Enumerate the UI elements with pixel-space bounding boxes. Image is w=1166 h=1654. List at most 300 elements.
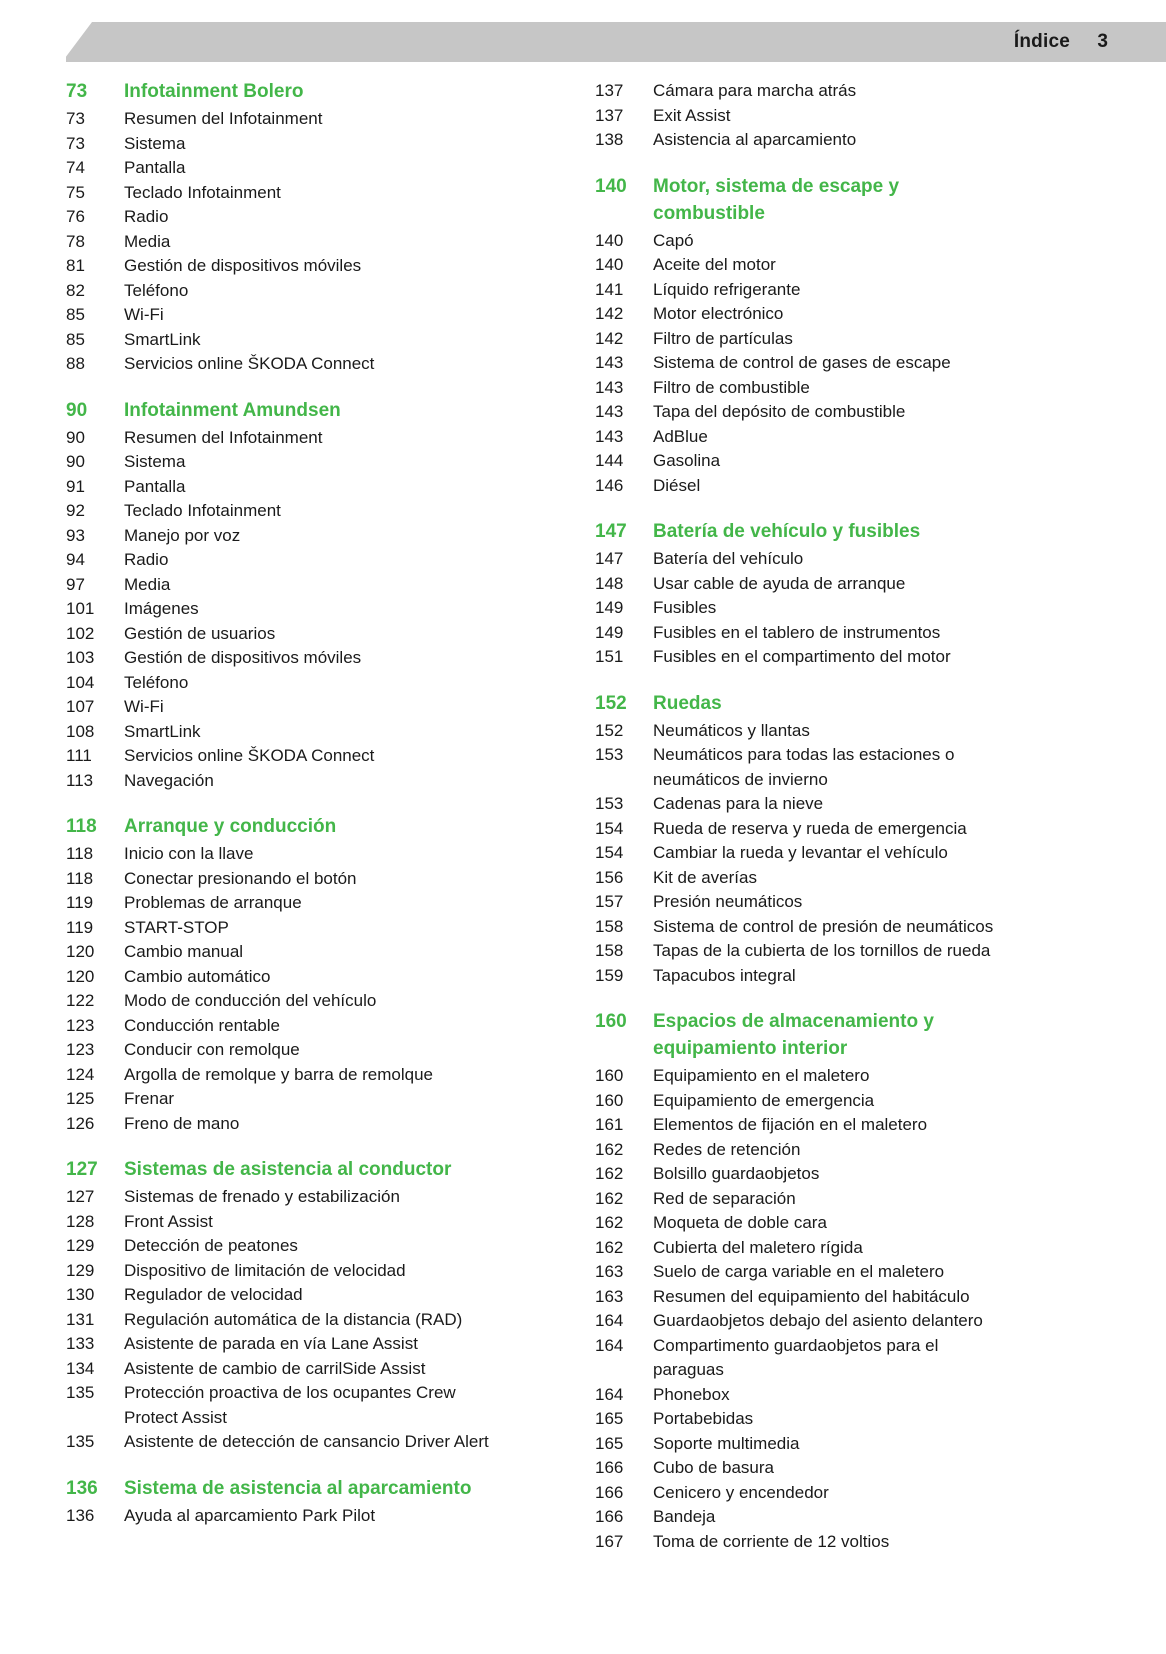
toc-entry-label: Ayuda al aparcamiento Park Pilot — [124, 1505, 376, 1525]
toc-entry-label: Servicios online ŠKODA Connect — [124, 354, 375, 373]
toc-entry[interactable] — [66, 597, 505, 622]
toc-entry-label: Radio — [124, 550, 169, 569]
toc-entry[interactable] — [66, 181, 505, 206]
toc-entry-page: 113 — [66, 770, 94, 790]
toc-entry[interactable] — [595, 645, 1010, 670]
toc-entry-label: Presión neumáticos — [653, 892, 803, 911]
toc-entry-label: Teclado Infotainment — [124, 501, 281, 520]
toc-entry-label: Sistema de control de gases de escape — [653, 353, 951, 372]
toc-section-heading[interactable] — [595, 690, 1010, 717]
toc-entry[interactable] — [66, 695, 505, 720]
toc-entry[interactable] — [66, 475, 505, 500]
toc-entry-page: 90 — [66, 452, 85, 471]
toc-entry-page: 73 — [66, 109, 85, 128]
toc-section-heading[interactable] — [595, 1008, 1010, 1062]
toc-entry-page: 127 — [66, 1187, 95, 1206]
toc-entry-label: Batería del vehículo — [653, 549, 804, 568]
toc-entry-page: 85 — [66, 305, 85, 324]
toc-entry-label: Asistencia al aparcamiento — [653, 130, 857, 149]
toc-entry-page: 142 — [595, 328, 624, 348]
toc-entry-page: 158 — [595, 941, 624, 960]
toc-section-page: 152 — [595, 692, 627, 714]
toc-entry-label: Filtro de combustible — [653, 377, 810, 397]
toc-entry[interactable] — [66, 1504, 505, 1529]
toc-entry-page: 119 — [66, 917, 94, 937]
toc-entry[interactable] — [66, 205, 505, 230]
toc-entry[interactable] — [595, 1505, 1010, 1530]
toc-entry[interactable] — [66, 303, 505, 328]
toc-entry-label: Phonebox — [653, 1384, 730, 1404]
toc-entry-list — [66, 107, 505, 377]
toc-entry-page: 97 — [66, 574, 85, 594]
toc-entry-page: 90 — [66, 427, 85, 447]
toc-entry[interactable] — [66, 1308, 505, 1333]
toc-entry-page: 81 — [66, 256, 85, 275]
toc-entry-page: 163 — [595, 1262, 624, 1281]
toc-entry-page: 91 — [66, 476, 85, 496]
toc-entry[interactable] — [66, 1087, 505, 1112]
toc-entry[interactable] — [66, 548, 505, 573]
toc-entry[interactable] — [595, 1432, 1010, 1457]
toc-entry[interactable] — [595, 841, 1010, 866]
toc-entry[interactable] — [595, 866, 1010, 891]
toc-entry[interactable] — [595, 400, 1010, 425]
toc-entry-page: 140 — [595, 230, 624, 250]
toc-section-title: Ruedas — [653, 692, 722, 714]
toc-entry-page: 82 — [66, 280, 85, 300]
toc-entry-label: Diésel — [653, 475, 701, 495]
toc-entry-label: Conducción rentable — [124, 1015, 280, 1035]
toc-entry[interactable] — [595, 596, 1010, 621]
toc-section — [595, 518, 1010, 670]
toc-entry[interactable] — [595, 1383, 1010, 1408]
toc-entry[interactable] — [66, 671, 505, 696]
toc-section — [66, 1156, 505, 1455]
toc-entry[interactable] — [66, 622, 505, 647]
toc-entry-page: 130 — [66, 1285, 95, 1304]
toc-entry[interactable] — [595, 1162, 1010, 1187]
toc-entry-label: START-STOP — [124, 917, 229, 937]
toc-entry-page: 141 — [595, 279, 624, 299]
toc-entry-label: Wi-Fi — [124, 697, 164, 716]
toc-entry[interactable] — [595, 104, 1010, 129]
toc-entry-page: 152 — [595, 720, 624, 740]
toc-entry-label: SmartLink — [124, 721, 201, 741]
toc-entry-label: Exit Assist — [653, 105, 731, 125]
toc-entry[interactable] — [595, 792, 1010, 817]
toc-entry-page: 146 — [595, 475, 624, 495]
page-title: Índice — [1013, 31, 1070, 52]
toc-entry-list — [595, 547, 1010, 670]
toc-entry[interactable] — [66, 1038, 505, 1063]
toc-entry-label: Neumáticos y llantas — [653, 720, 810, 740]
toc-entry[interactable] — [66, 328, 505, 353]
toc-entry-page: 128 — [66, 1211, 95, 1231]
toc-entry[interactable] — [595, 128, 1010, 153]
toc-entry[interactable] — [595, 1236, 1010, 1261]
toc-entry-page: 159 — [595, 965, 624, 985]
toc-entry[interactable] — [66, 1259, 505, 1284]
toc-entry-page: 134 — [66, 1358, 95, 1378]
toc-entry[interactable] — [66, 867, 505, 892]
toc-entry-page: 129 — [66, 1236, 95, 1255]
toc-entry[interactable] — [66, 1381, 505, 1430]
toc-entry[interactable] — [595, 474, 1010, 499]
toc-entry-label: Equipamiento de emergencia — [653, 1090, 875, 1110]
toc-entry-label: Navegación — [124, 770, 214, 790]
toc-entry-label: Freno de mano — [124, 1113, 240, 1133]
toc-entry-list — [66, 426, 505, 794]
toc-section — [66, 1475, 505, 1529]
toc-entry-label: Soporte multimedia — [653, 1433, 800, 1453]
toc-section-page: 160 — [595, 1011, 627, 1032]
toc-entry-page: 124 — [66, 1064, 95, 1084]
toc-entry[interactable] — [595, 719, 1010, 744]
toc-entry[interactable] — [66, 499, 505, 524]
toc-entry[interactable] — [66, 1332, 505, 1357]
toc-entry-page: 104 — [66, 672, 95, 692]
toc-entry[interactable] — [66, 156, 505, 181]
toc-entry-page: 158 — [595, 916, 624, 936]
toc-entry[interactable] — [595, 1138, 1010, 1163]
page-header — [0, 22, 1166, 62]
toc-entry-page: 153 — [595, 745, 624, 764]
toc-entry-label: Tapa del depósito de combustible — [653, 402, 906, 421]
toc-entry-page: 157 — [595, 892, 624, 911]
toc-entry-label: Protección proactiva de los ocupantes Crew Protect Assist — [124, 1383, 456, 1427]
toc-section — [595, 79, 1010, 153]
toc-entry-page: 143 — [595, 402, 624, 421]
toc-entry[interactable] — [595, 890, 1010, 915]
toc-entry[interactable] — [66, 524, 505, 549]
toc-entry-label: Moqueta de doble cara — [653, 1213, 827, 1232]
toc-section-heading[interactable] — [66, 78, 505, 105]
header-band — [66, 22, 1166, 62]
toc-section — [66, 397, 505, 794]
toc-entry[interactable] — [66, 769, 505, 794]
toc-entry[interactable] — [595, 1334, 1010, 1383]
toc-entry-label: Red de separación — [653, 1188, 796, 1208]
toc-entry-page: 118 — [66, 868, 94, 888]
toc-entry[interactable] — [595, 253, 1010, 278]
toc-entry-page: 119 — [66, 893, 94, 912]
toc-entry-label: Pantalla — [124, 476, 186, 496]
toc-entry-page: 138 — [595, 130, 624, 149]
toc-section-heading[interactable] — [595, 518, 1010, 545]
toc-entry-page: 162 — [595, 1139, 624, 1159]
toc-entry[interactable] — [595, 1309, 1010, 1334]
toc-section — [66, 813, 505, 1136]
toc-entry-label: Problemas de arranque — [124, 893, 302, 912]
toc-entry-label: Radio — [124, 207, 169, 226]
toc-entry[interactable] — [66, 573, 505, 598]
toc-entry-label: Teléfono — [124, 672, 189, 692]
toc-entry-label: Resumen del Infotainment — [124, 427, 323, 447]
toc-entry[interactable] — [66, 965, 505, 990]
toc-entry-page: 143 — [595, 426, 624, 446]
toc-entry[interactable] — [595, 1456, 1010, 1481]
toc-entry[interactable] — [66, 1063, 505, 1088]
toc-section-heading[interactable] — [66, 397, 505, 424]
toc-entry-label: Media — [124, 574, 171, 594]
toc-entry-label: Regulación automática de la distancia (RAD) — [124, 1309, 463, 1329]
toc-entry[interactable] — [66, 254, 505, 279]
toc-entry-page: 103 — [66, 648, 95, 667]
toc-entry-label: Capó — [653, 230, 694, 250]
toc-entry-label: Resumen del Infotainment — [124, 109, 323, 128]
toc-entry-label: Rueda de reserva y rueda de emergencia — [653, 818, 967, 838]
toc-entry[interactable] — [66, 1430, 505, 1455]
toc-entry-label: Wi-Fi — [124, 305, 164, 324]
toc-section-page: 73 — [66, 81, 88, 102]
toc-entry-label: Cambiar la rueda y levantar el vehículo — [653, 843, 948, 862]
toc-entry-page: 166 — [595, 1482, 624, 1502]
toc-section-heading[interactable] — [66, 813, 505, 840]
toc-entry-page: 136 — [66, 1505, 95, 1525]
toc-entry-page: 111 — [66, 746, 92, 765]
toc-entry-list — [66, 1185, 505, 1455]
toc-entry-page: 101 — [66, 599, 95, 618]
toc-entry-label: Portabebidas — [653, 1409, 754, 1428]
toc-entry[interactable] — [66, 1283, 505, 1308]
toc-entry-label: Teclado Infotainment — [124, 182, 281, 202]
toc-entry-label: Asistente de cambio de carrilSide Assist — [124, 1358, 426, 1378]
toc-entry-label: Front Assist — [124, 1211, 213, 1231]
toc-entry[interactable] — [595, 743, 1010, 792]
toc-entry-page: 125 — [66, 1089, 95, 1108]
toc-entry[interactable] — [66, 1112, 505, 1137]
toc-entry[interactable] — [595, 547, 1010, 572]
toc-entry-page: 164 — [595, 1335, 624, 1355]
toc-entry[interactable] — [66, 1014, 505, 1039]
toc-entry[interactable] — [66, 916, 505, 941]
toc-entry[interactable] — [66, 426, 505, 451]
toc-entry-label: Media — [124, 231, 171, 251]
toc-entry-label: Cambio automático — [124, 966, 271, 986]
toc-section — [595, 690, 1010, 989]
toc-entry-label: Frenar — [124, 1089, 175, 1108]
toc-entry[interactable] — [66, 1210, 505, 1235]
toc-entry-label: Fusibles en el compartimento del motor — [653, 647, 951, 666]
toc-entry-page: 92 — [66, 501, 85, 520]
toc-entry-label: Kit de averías — [653, 867, 757, 887]
toc-entry[interactable] — [595, 1187, 1010, 1212]
toc-entry-label: Gasolina — [653, 451, 721, 470]
toc-entry[interactable] — [595, 817, 1010, 842]
toc-entry-page: 76 — [66, 207, 85, 226]
toc-entry-page: 137 — [595, 105, 624, 125]
toc-section-title: Espacios de almacenamiento y equipamiento interior — [653, 1011, 934, 1059]
toc-entry-label: Compartimento guardaobjetos para el paraguas — [653, 1335, 939, 1379]
toc-entry-label: Pantalla — [124, 158, 186, 177]
toc-entry[interactable] — [595, 425, 1010, 450]
toc-entry-page: 167 — [595, 1531, 624, 1551]
toc-entry-label: Cadenas para la nieve — [653, 794, 824, 813]
toc-section-page: 127 — [66, 1159, 98, 1180]
toc-entry[interactable] — [595, 229, 1010, 254]
toc-section-page: 118 — [66, 816, 97, 837]
toc-entry[interactable] — [595, 621, 1010, 646]
toc-entry[interactable] — [595, 1407, 1010, 1432]
toc-entry-page: 162 — [595, 1164, 624, 1183]
toc-entry-page: 166 — [595, 1458, 624, 1477]
toc-entry[interactable] — [595, 1089, 1010, 1114]
toc-entry-label: Gestión de dispositivos móviles — [124, 256, 362, 275]
toc-entry[interactable] — [66, 450, 505, 475]
page-number: 3 — [1097, 31, 1108, 52]
toc-section-heading[interactable] — [66, 1475, 505, 1502]
toc-entry-label: Motor electrónico — [653, 304, 784, 323]
toc-entry-page: 120 — [66, 942, 95, 961]
toc-entry[interactable] — [66, 720, 505, 745]
toc-entry[interactable] — [66, 279, 505, 304]
toc-columns — [0, 78, 1166, 1554]
toc-entry-page: 135 — [66, 1432, 95, 1451]
toc-entry[interactable] — [66, 940, 505, 965]
toc-entry[interactable] — [66, 1185, 505, 1210]
toc-entry-label: Servicios online ŠKODA Connect — [124, 746, 375, 765]
toc-entry-label: Usar cable de ayuda de arranque — [653, 573, 906, 593]
toc-entry-page: 156 — [595, 867, 624, 887]
toc-entry-page: 129 — [66, 1260, 95, 1280]
toc-entry[interactable] — [66, 352, 505, 377]
toc-entry[interactable] — [66, 842, 505, 867]
toc-entry[interactable] — [595, 1260, 1010, 1285]
toc-entry-page: 75 — [66, 182, 85, 202]
toc-entry-label: Elementos de fijación en el maletero — [653, 1115, 928, 1134]
toc-entry-label: Gestión de dispositivos móviles — [124, 648, 362, 667]
toc-entry-page: 149 — [595, 622, 624, 642]
toc-entry[interactable] — [595, 449, 1010, 474]
toc-entry-label: AdBlue — [653, 426, 708, 446]
toc-entry-page: 102 — [66, 623, 95, 643]
toc-entry-page: 94 — [66, 550, 85, 569]
toc-entry-label: Imágenes — [124, 599, 199, 618]
toc-entry-page: 154 — [595, 818, 624, 838]
toc-entry[interactable] — [595, 1064, 1010, 1089]
toc-entry[interactable] — [66, 744, 505, 769]
toc-entry-page: 160 — [595, 1090, 624, 1110]
toc-entry-page: 143 — [595, 353, 624, 372]
toc-entry-label: Cubierta del maletero rígida — [653, 1237, 863, 1257]
toc-entry-label: Sistemas de frenado y estabilización — [124, 1187, 400, 1206]
toc-entry[interactable] — [595, 278, 1010, 303]
toc-section-title: Batería de vehículo y fusibles — [653, 521, 921, 542]
toc-entry-page: 107 — [66, 697, 95, 716]
toc-entry-label: Suelo de carga variable en el maletero — [653, 1262, 945, 1281]
toc-entry-label: Sistema — [124, 133, 186, 153]
toc-entry[interactable] — [66, 1234, 505, 1259]
toc-entry-label: Cubo de basura — [653, 1458, 774, 1477]
toc-entry[interactable] — [595, 351, 1010, 376]
toc-entry-label: Líquido refrigerante — [653, 279, 801, 299]
toc-entry[interactable] — [66, 646, 505, 671]
toc-entry[interactable] — [595, 572, 1010, 597]
toc-entry-list — [595, 229, 1010, 499]
toc-entry-label: Dispositivo de limitación de velocidad — [124, 1260, 406, 1280]
toc-entry-label: Filtro de partículas — [653, 328, 793, 348]
toc-entry-page: 74 — [66, 158, 85, 177]
toc-section-heading[interactable] — [595, 173, 1010, 227]
toc-entry-label: Cambio manual — [124, 942, 244, 961]
toc-entry[interactable] — [595, 1530, 1010, 1555]
toc-entry[interactable] — [66, 989, 505, 1014]
toc-entry-page: 108 — [66, 721, 95, 741]
toc-entry-label: Fusibles en el tablero de instrumentos — [653, 622, 941, 642]
toc-entry-label: Bandeja — [653, 1507, 716, 1526]
toc-entry-label: Sistema de control de presión de neumáticos — [653, 916, 994, 936]
toc-section — [595, 173, 1010, 499]
toc-entry[interactable] — [595, 302, 1010, 327]
toc-column-left — [0, 78, 505, 1554]
toc-entry-label: Aceite del motor — [653, 255, 776, 274]
toc-entry[interactable] — [595, 327, 1010, 352]
toc-entry[interactable] — [595, 1481, 1010, 1506]
toc-entry[interactable] — [595, 964, 1010, 989]
toc-entry-label: Equipamiento en el maletero — [653, 1066, 870, 1085]
toc-entry-page: 165 — [595, 1433, 624, 1453]
toc-entry-page: 153 — [595, 794, 624, 813]
toc-entry[interactable] — [66, 132, 505, 157]
toc-entry-page: 162 — [595, 1188, 624, 1208]
toc-section-title: Motor, sistema de escape y combustible — [653, 175, 900, 224]
toc-entry[interactable] — [66, 107, 505, 132]
toc-entry[interactable] — [595, 1113, 1010, 1138]
toc-entry-list — [66, 1504, 505, 1529]
toc-entry-page: 78 — [66, 231, 85, 251]
toc-entry-page: 123 — [66, 1040, 95, 1059]
toc-entry-label: Sistema — [124, 452, 186, 471]
toc-entry-label: Toma de corriente de 12 voltios — [653, 1531, 890, 1551]
toc-entry-label: Detección de peatones — [124, 1236, 298, 1255]
toc-entry[interactable] — [66, 230, 505, 255]
toc-entry-label: Modo de conducción del vehículo — [124, 991, 377, 1010]
toc-entry-page: 135 — [66, 1383, 95, 1402]
toc-entry[interactable] — [595, 79, 1010, 104]
toc-entry-page: 123 — [66, 1015, 95, 1035]
toc-entry[interactable] — [595, 939, 1010, 964]
toc-entry-label: Argolla de remolque y barra de remolque — [124, 1064, 434, 1084]
toc-section — [66, 78, 505, 377]
toc-entry-label: Cámara para marcha atrás — [653, 81, 857, 100]
toc-entry[interactable] — [66, 1357, 505, 1382]
toc-section-page: 90 — [66, 399, 88, 421]
toc-section-heading[interactable] — [66, 1156, 505, 1183]
toc-entry-list — [595, 79, 1010, 153]
toc-entry[interactable] — [595, 1211, 1010, 1236]
toc-section-title: Sistema de asistencia al aparcamiento — [124, 1477, 472, 1499]
toc-entry-label: Gestión de usuarios — [124, 623, 276, 643]
toc-section — [595, 1008, 1010, 1554]
toc-entry-page: 163 — [595, 1286, 624, 1306]
toc-entry[interactable] — [595, 915, 1010, 940]
toc-entry-page: 160 — [595, 1066, 624, 1085]
toc-entry[interactable] — [595, 1285, 1010, 1310]
toc-entry-label: Resumen del equipamiento del habitáculo — [653, 1286, 970, 1306]
toc-entry-page: 161 — [595, 1115, 624, 1134]
toc-section-page: 147 — [595, 521, 627, 542]
toc-entry-label: Conectar presionando el botón — [124, 868, 357, 888]
toc-section-page: 140 — [595, 175, 627, 197]
toc-entry-page: 73 — [66, 133, 85, 153]
toc-entry-page: 88 — [66, 354, 85, 373]
toc-entry-label: Bolsillo guardaobjetos — [653, 1164, 820, 1183]
toc-entry-page: 93 — [66, 525, 85, 545]
toc-entry-page: 144 — [595, 451, 624, 470]
toc-entry[interactable] — [66, 891, 505, 916]
toc-entry[interactable] — [595, 376, 1010, 401]
toc-section-title: Infotainment Bolero — [124, 81, 304, 102]
